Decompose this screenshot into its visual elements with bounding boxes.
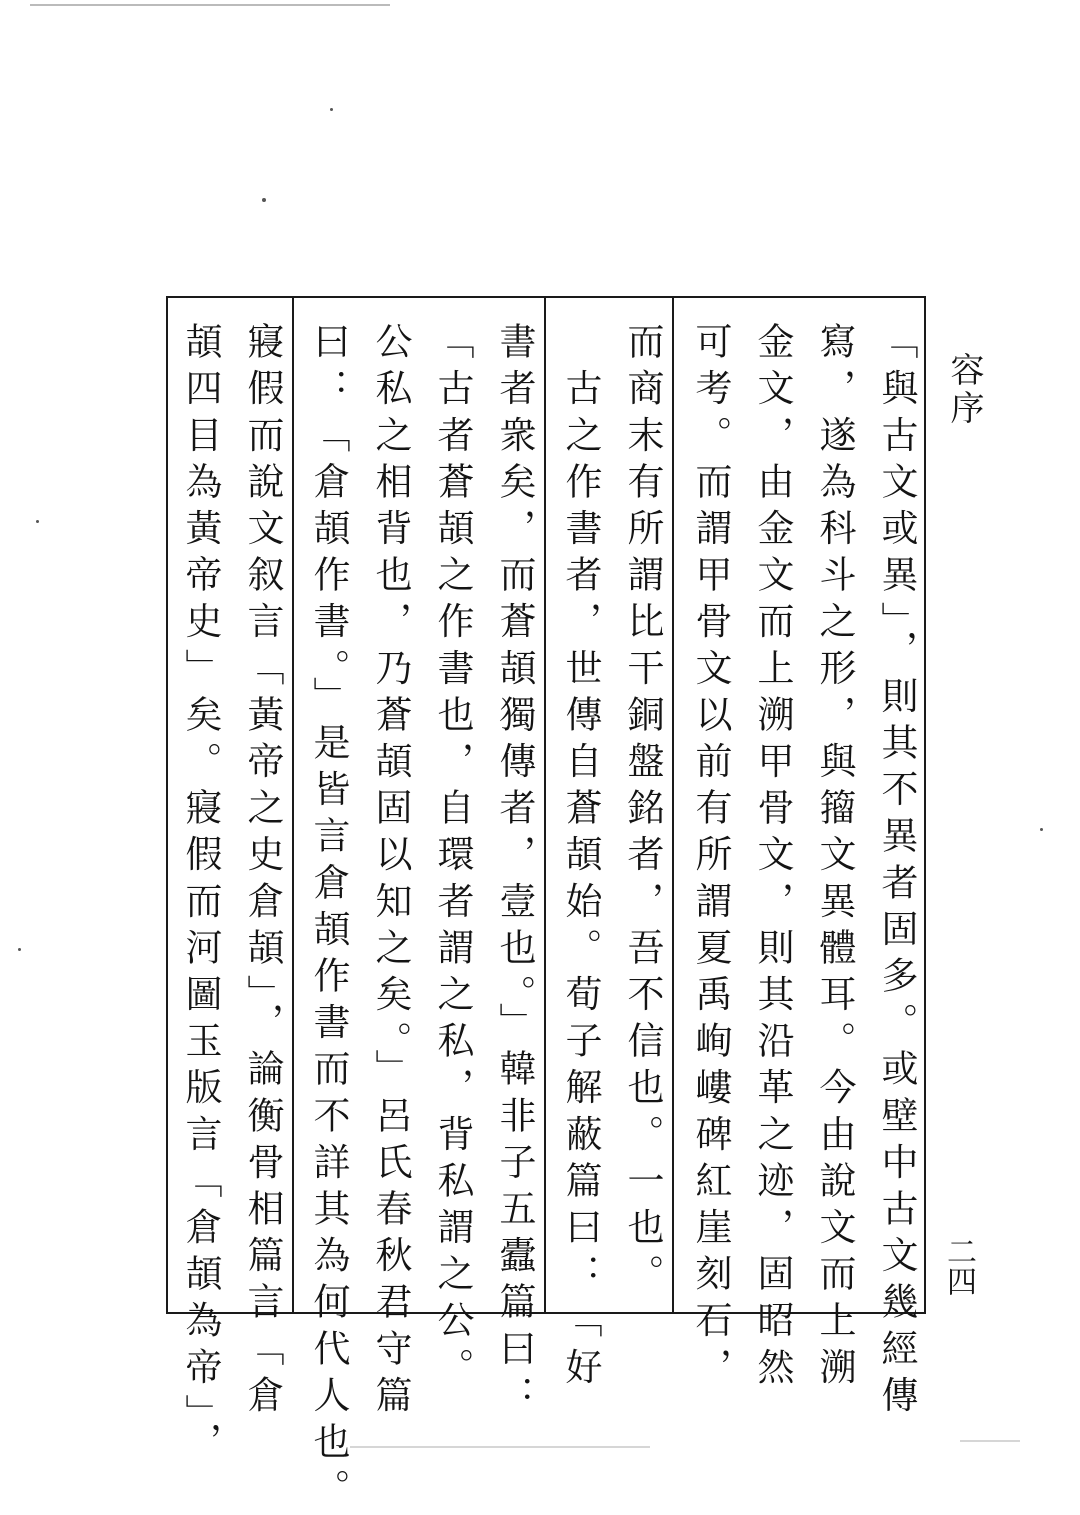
scan-speck [18,948,21,951]
text-column: 公私之相背也，乃蒼頡固以知之矣。」呂氏春秋君守篇 [369,322,412,1422]
text-column: 「古者蒼頡之作書也，自環者謂之私，背私謂之公。 [431,322,474,1394]
text-column: 寢假而說文叙言「黃帝之史倉頡」，論衡骨相篇言「倉 [241,322,284,1422]
text-column: 頡四目為黃帝史」矣。寢假而河圖玉版言「倉頡為帝」， [179,322,222,1469]
text-column: 而商末有所謂比干銅盤銘者，吾不信也。一也。 [621,322,664,1301]
text-column: 古之作書者，世傳自蒼頡始。荀子解蔽篇曰：「好 [559,322,602,1394]
text-panel [166,298,294,1469]
scan-speck [1040,828,1043,831]
text-column: 寫，遂為科斗之形，與籀文異體耳。今由說文而上溯 [813,322,856,1394]
page-number: 二四 [941,1236,976,1296]
text-panel [672,298,924,1422]
text-frame [166,296,926,1515]
scan-noise [350,1446,650,1448]
text-column: 書者衆矣，而蒼頡獨傳者，壹也。」韓非子五蠹篇曰： [493,322,536,1422]
scan-speck [36,520,39,523]
text-panel [292,298,546,1515]
text-column: 金文，由金文而上溯甲骨文，則其沿革之迹，固昭然 [751,322,794,1394]
page-header: 容序 [944,352,984,428]
scan-noise [30,4,390,6]
text-column: 「與古文或異」，則其不異者固多。或壁中古文幾經傳 [875,322,918,1422]
scan-noise [960,1440,1020,1442]
text-column: 可考。而謂甲骨文以前有所謂夏禹峋嶁碑紅崖刻石， [689,322,732,1394]
scan-speck [262,198,266,202]
text-column: 曰：「倉頡作書。」是皆言倉頡作書而不詳其為何代人也。 [307,322,350,1515]
scan-speck [330,108,333,111]
text-panel [544,298,674,1394]
